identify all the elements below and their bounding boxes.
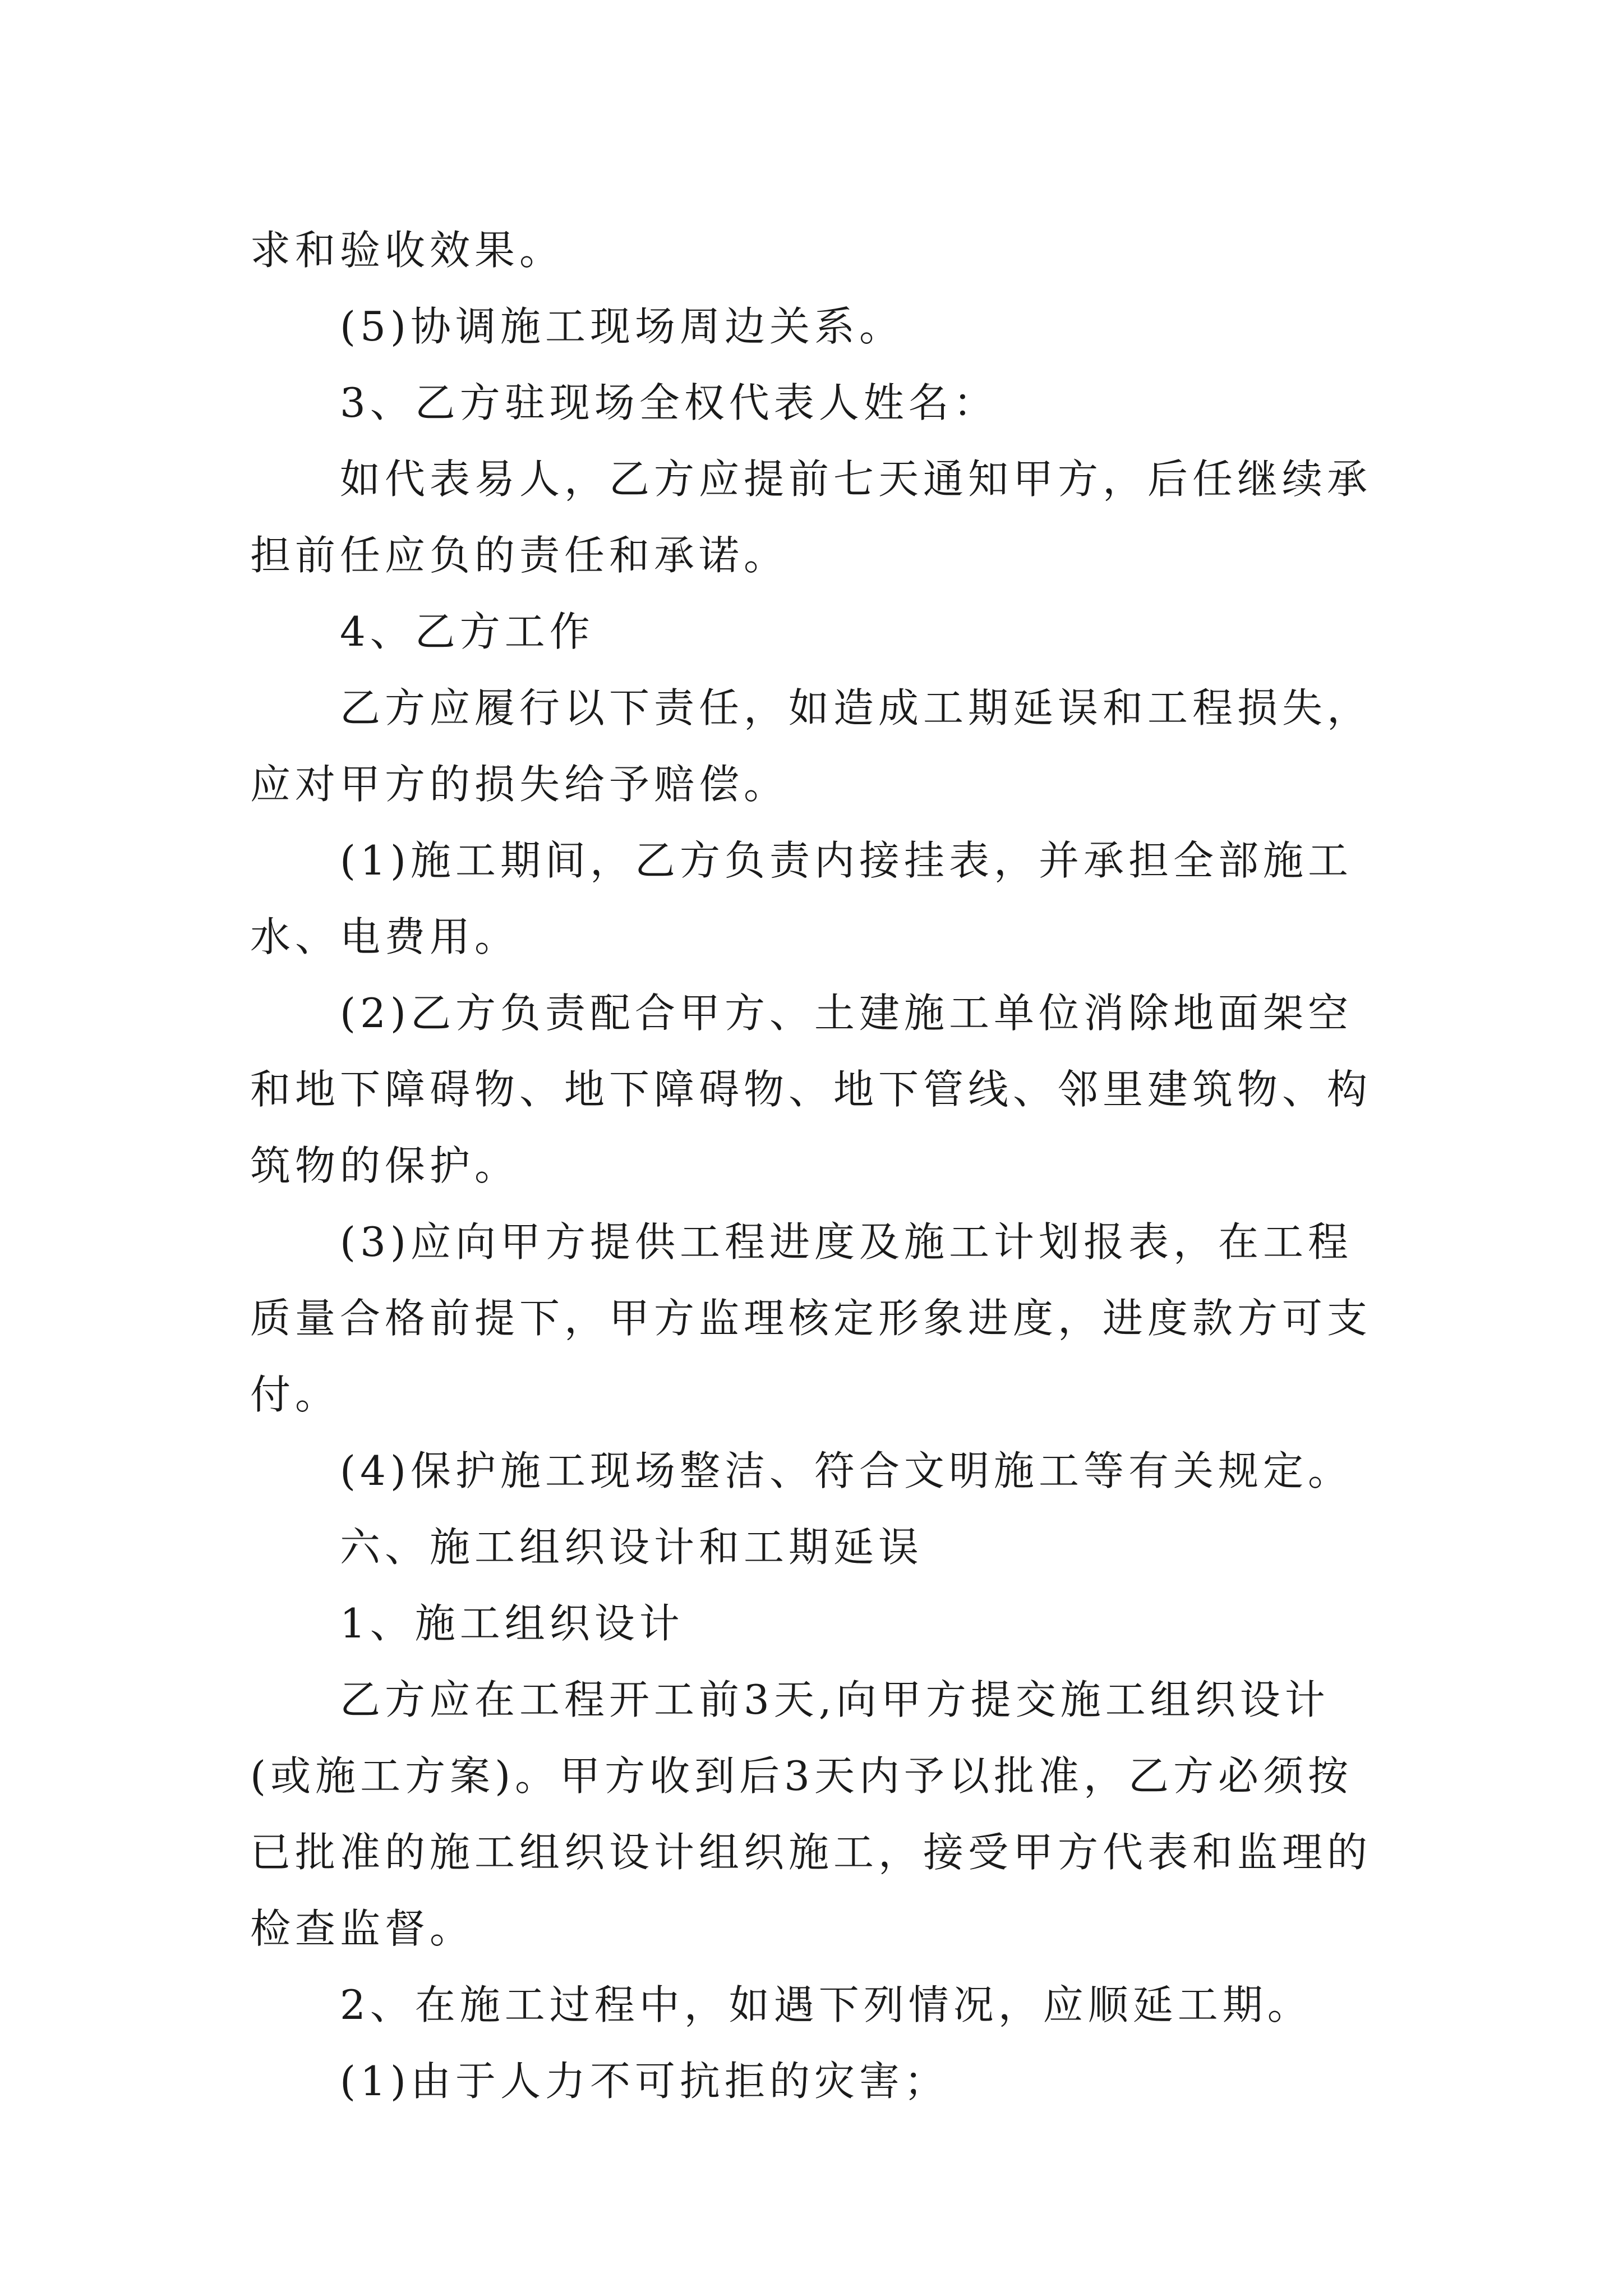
paragraph: (4)保护施工现场整洁、符合文明施工等有关规定。 xyxy=(340,1447,1353,1494)
subsection-heading: 1、施工组织设计 xyxy=(340,1600,684,1647)
paragraph: (2)乙方负责配合甲方、土建施工单位消除地面架空和地下障碍物、地下障碍物、地下管线、邻里建筑物、构筑物的保护。 xyxy=(250,990,1372,1189)
paragraph: (3)应向甲方提供工程进度及施工计划报表，在工程质量合格前提下，甲方监理核定形象进度，进度款方可支付。 xyxy=(250,1218,1372,1418)
paragraph: 求和验收效果。 xyxy=(250,227,565,274)
paragraph: 3、乙方驻现场全权代表人姓名： xyxy=(340,379,998,426)
document-body xyxy=(250,212,1383,2119)
paragraph: (1)由于人力不可抗拒的灾害； xyxy=(340,2058,949,2105)
paragraph: 乙方应在工程开工前3天,向甲方提交施工组织设计(或施工方案)。甲方收到后3天内予以批准，乙方必须按已批准的施工组织设计组织施工，接受甲方代表和监理的检查监督。 xyxy=(250,1676,1372,1952)
paragraph: (5)协调施工现场周边关系。 xyxy=(340,303,904,350)
paragraph: 乙方应履行以下责任，如造成工期延误和工程损失，应对甲方的损失给予赔偿。 xyxy=(250,684,1372,808)
paragraph: 如代表易人，乙方应提前七天通知甲方，后任继续承担前任应负的责任和承诺。 xyxy=(250,455,1372,579)
section-heading: 六、施工组织设计和工期延误 xyxy=(340,1524,924,1571)
paragraph: 4、乙方工作 xyxy=(340,608,594,655)
paragraph: (1)施工期间，乙方负责内接挂表，并承担全部施工水、电费用。 xyxy=(250,837,1353,960)
paragraph: 2、在施工过程中，如遇下列情况，应顺延工期。 xyxy=(340,1981,1312,2028)
